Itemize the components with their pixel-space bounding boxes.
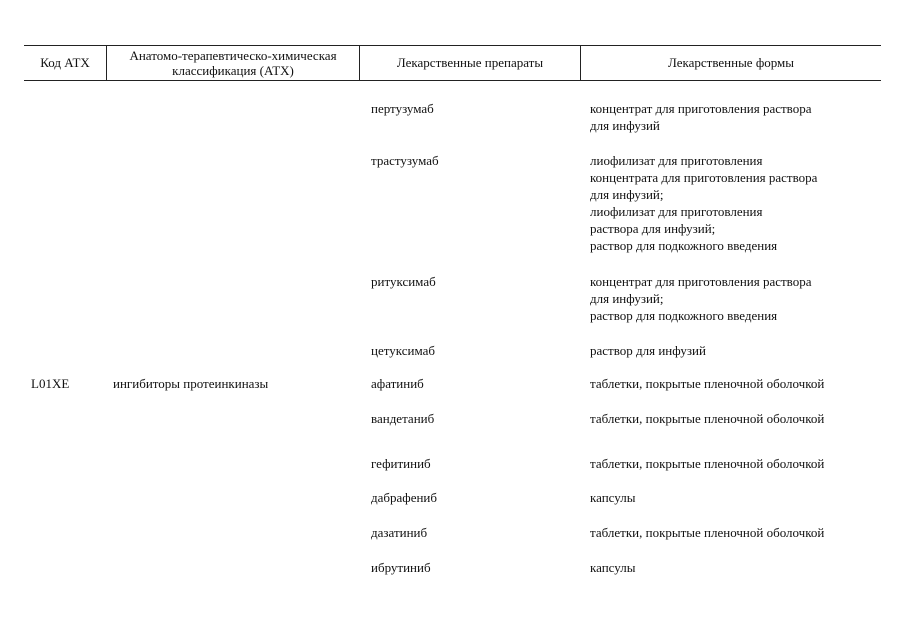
- drug-name: вандетаниб: [371, 411, 435, 426]
- drug-name: афатиниб: [371, 376, 424, 391]
- header-drugs: Лекарственные препараты: [396, 55, 544, 70]
- header-code: Код АТХ: [40, 55, 90, 70]
- drug-form: концентрат для приготовления раствора для инфузий: [590, 101, 812, 133]
- drug-name: пертузумаб: [371, 101, 434, 116]
- drug-form: лиофилизат для приготовления концентрата для приготовления раствора для инфузий; лиофилизат для приготовления раствора для инфузий; раствор для подкожного введения: [590, 153, 818, 253]
- drug-form: капсулы: [590, 560, 636, 575]
- group-classification: ингибиторы протеинкиназы: [113, 376, 269, 391]
- table-header-bottom-rule: [24, 80, 881, 81]
- drug-form: таблетки, покрытые пленочной оболочкой: [590, 411, 825, 426]
- drug-name: цетуксимаб: [371, 343, 435, 358]
- drug-name: трастузумаб: [371, 153, 439, 168]
- header-forms: Лекарственные формы: [667, 55, 795, 70]
- drug-name: дазатиниб: [371, 525, 428, 540]
- drug-form: раствор для инфузий: [590, 343, 706, 358]
- drug-form: таблетки, покрытые пленочной оболочкой: [590, 525, 825, 540]
- drug-form: таблетки, покрытые пленочной оболочкой: [590, 456, 825, 471]
- drug-name: гефитиниб: [371, 456, 431, 471]
- group-code: L01XE: [31, 376, 70, 391]
- header-classification: Анатомо-терапевтическо-химическая классификация (АТХ): [129, 47, 337, 78]
- drug-form: концентрат для приготовления раствора для инфузий; раствор для подкожного введения: [590, 274, 812, 323]
- drug-name: ритуксимаб: [371, 274, 436, 289]
- drug-name: ибрутиниб: [371, 560, 431, 575]
- drug-form: таблетки, покрытые пленочной оболочкой: [590, 376, 825, 391]
- drug-form: капсулы: [590, 490, 636, 505]
- drug-name: дабрафениб: [371, 490, 437, 505]
